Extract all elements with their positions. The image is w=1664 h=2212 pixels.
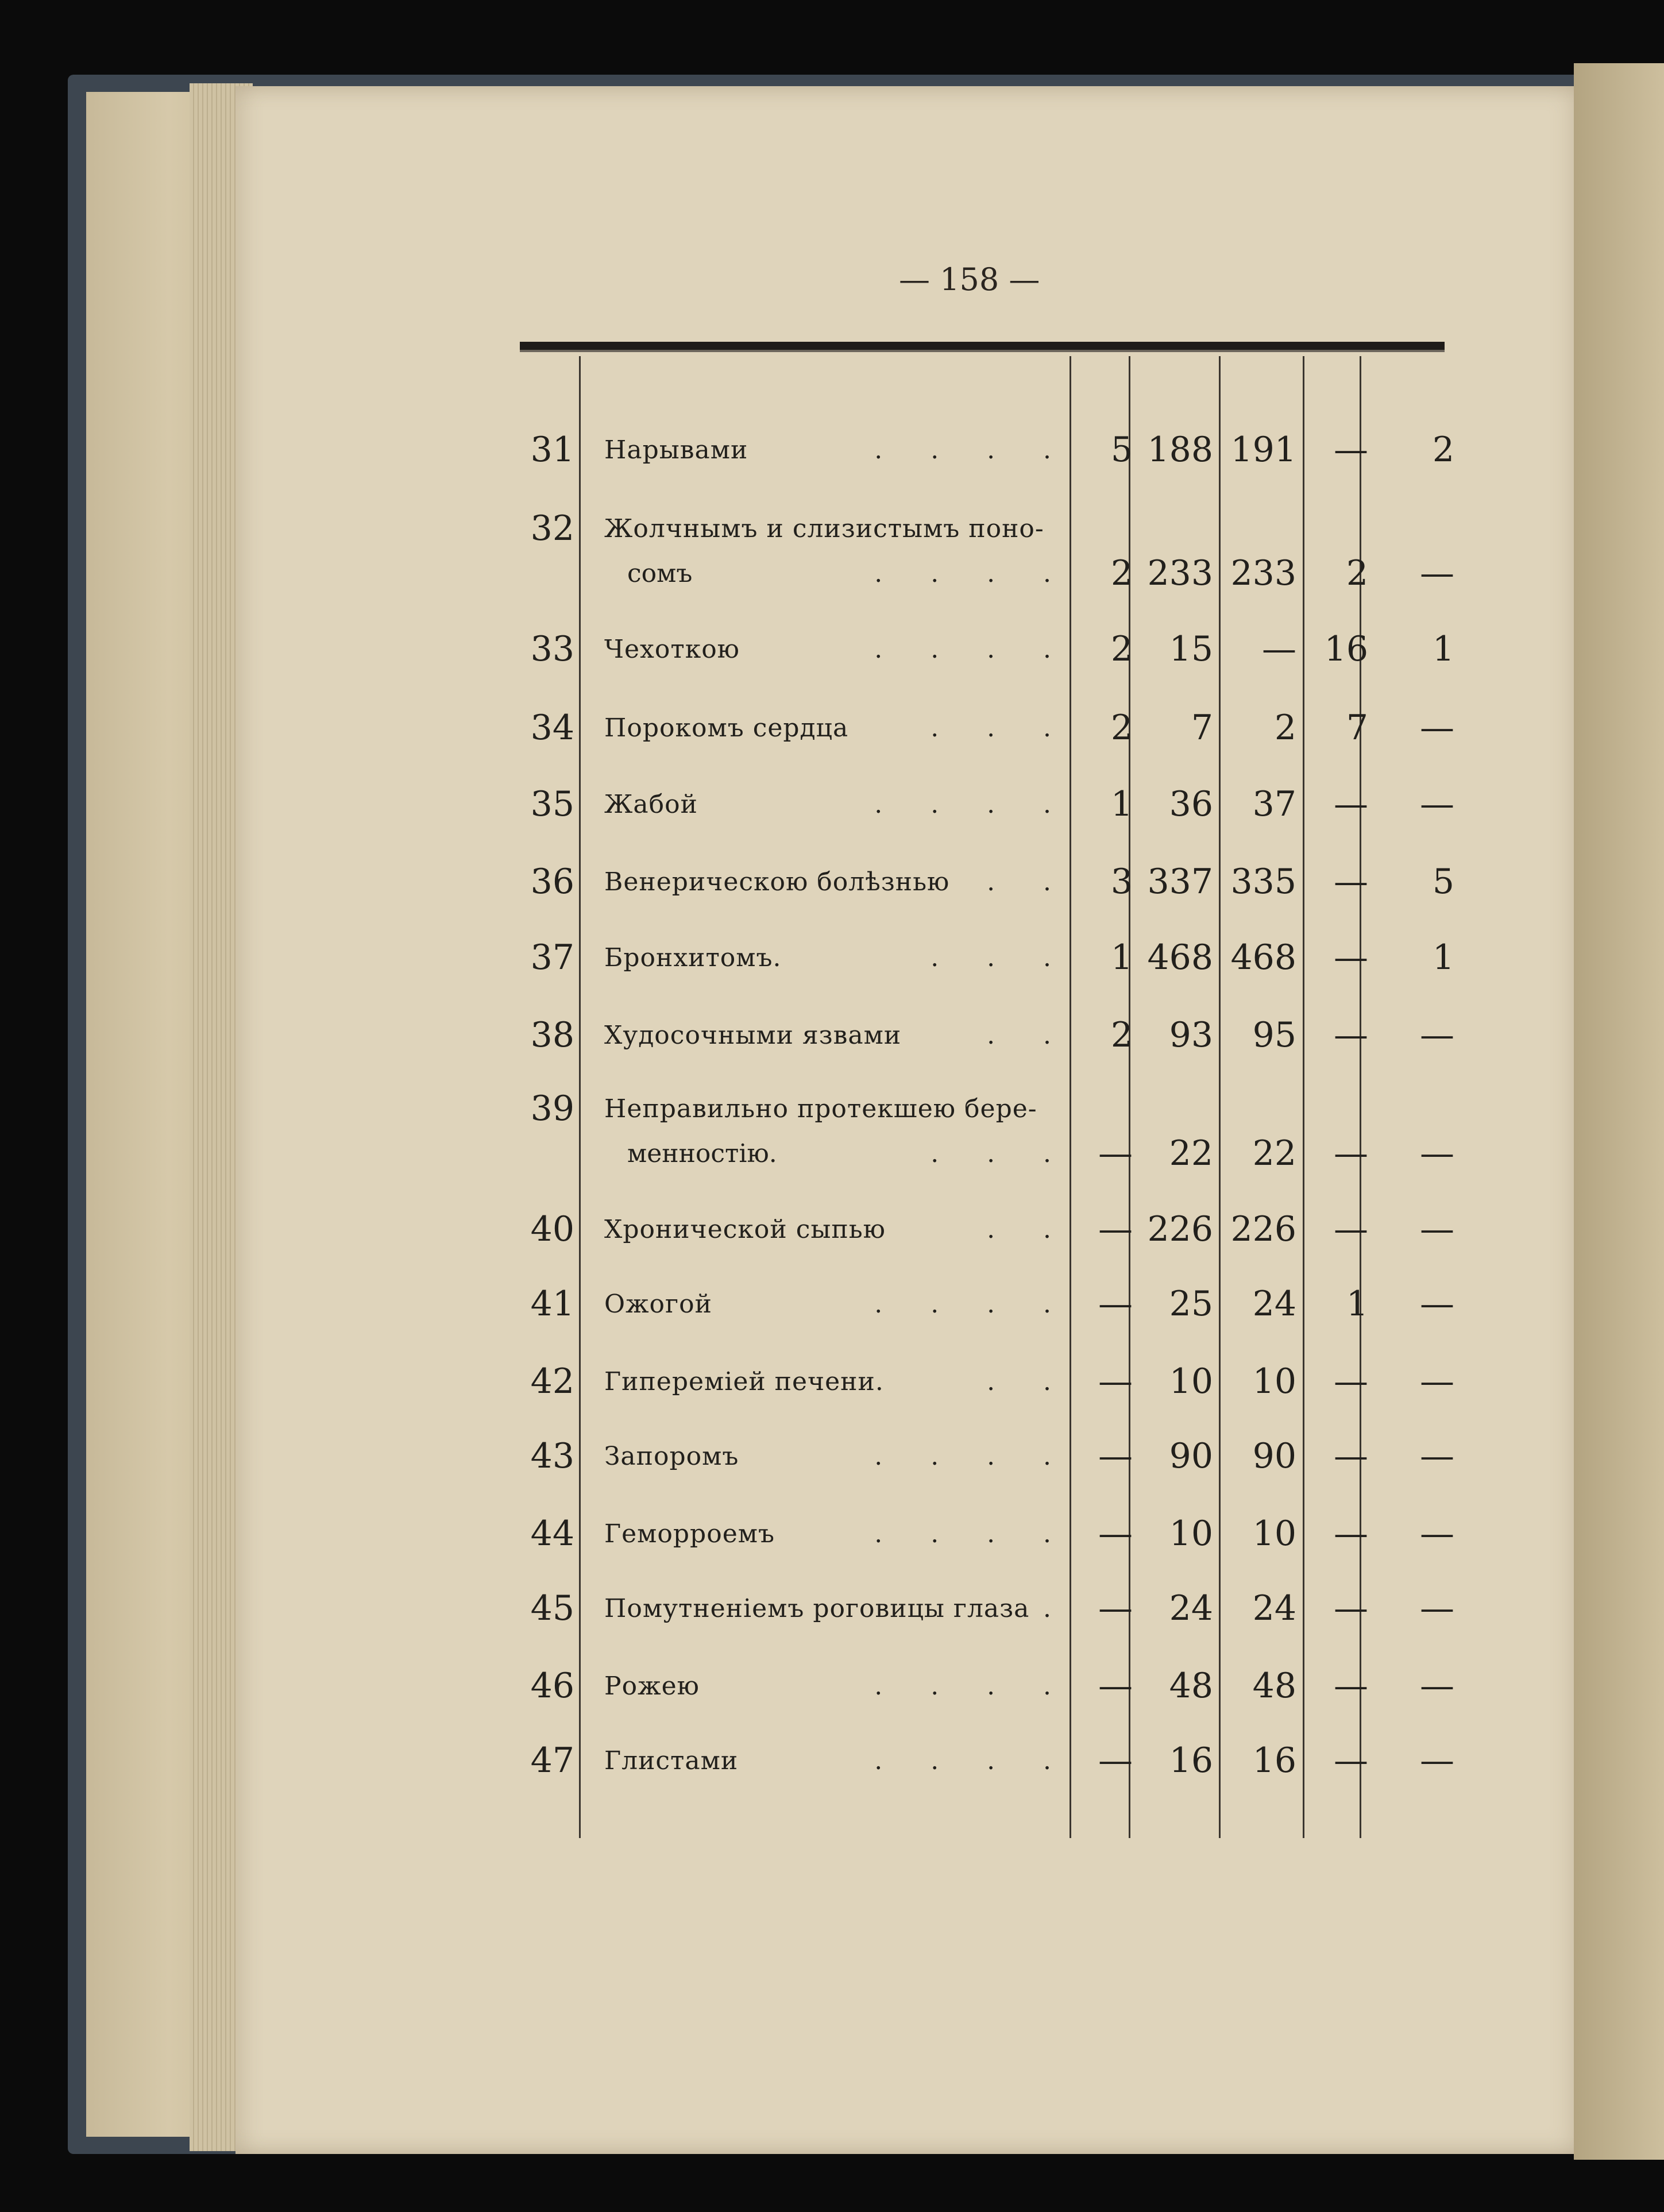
cell-col-3: 226: [1230, 1209, 1296, 1249]
row-label: Жабой: [604, 790, 698, 819]
row-label: Ожогой: [604, 1290, 712, 1319]
leader-dots: . . . .: [874, 1671, 1051, 1701]
cell-col-5: —: [1420, 1436, 1454, 1476]
row-label-continued: сомъ: [627, 559, 693, 588]
table-row: [0, 1284, 1664, 1353]
cell-col-3: 37: [1252, 784, 1296, 824]
cell-col-3: 10: [1252, 1514, 1296, 1554]
leader-dots: . . . .: [874, 790, 1051, 819]
cell-col-4: —: [1334, 1015, 1368, 1055]
cell-col-2: 337: [1147, 862, 1213, 902]
cell-col-2: 233: [1147, 553, 1213, 593]
header-rule: [520, 342, 1445, 352]
cell-col-2: 188: [1147, 430, 1213, 470]
cell-col-4: —: [1334, 1588, 1368, 1628]
cell-col-5: 1: [1432, 937, 1454, 978]
cell-col-5: —: [1420, 1666, 1454, 1706]
row-number: 40: [530, 1209, 574, 1249]
cell-col-1: —: [1098, 1133, 1133, 1173]
cell-col-3: 24: [1252, 1588, 1296, 1628]
cell-col-5: 2: [1432, 430, 1454, 470]
cell-col-5: —: [1420, 708, 1454, 748]
cell-col-1: 2: [1110, 629, 1133, 669]
cell-col-1: —: [1098, 1666, 1133, 1706]
cell-col-1: 2: [1110, 553, 1133, 593]
cell-col-1: 1: [1110, 937, 1133, 978]
row-number: 37: [530, 937, 574, 978]
cell-col-4: —: [1334, 862, 1368, 902]
cell-col-4: —: [1334, 430, 1368, 470]
cell-col-4: —: [1334, 1436, 1368, 1476]
cell-col-4: 1: [1346, 1284, 1368, 1324]
cell-col-1: 1: [1110, 784, 1133, 824]
table-row: [0, 508, 1664, 593]
cell-col-2: 468: [1147, 937, 1213, 978]
row-label: Нарывами: [604, 435, 748, 465]
cell-col-2: 10: [1169, 1361, 1213, 1402]
cell-col-3: 2: [1274, 708, 1296, 748]
cell-col-3: 335: [1230, 862, 1296, 902]
cell-col-1: —: [1098, 1284, 1133, 1324]
leader-dots: . . . .: [874, 435, 1051, 465]
table-row: [0, 862, 1664, 931]
cell-col-5: 5: [1432, 862, 1454, 902]
cell-col-3: 10: [1252, 1361, 1296, 1402]
row-number: 39: [530, 1088, 574, 1129]
table-row: [0, 1514, 1664, 1582]
table-row: [0, 1015, 1664, 1084]
cell-col-3: 233: [1230, 553, 1296, 593]
table-row: [0, 784, 1664, 853]
cell-col-4: 2: [1346, 553, 1368, 593]
cell-col-3: —: [1262, 629, 1296, 669]
cell-col-2: 10: [1169, 1514, 1213, 1554]
cell-col-5: —: [1420, 1209, 1454, 1249]
cell-col-1: —: [1098, 1209, 1133, 1249]
cell-col-2: 93: [1169, 1015, 1213, 1055]
row-number: 32: [530, 508, 574, 549]
cell-col-2: 36: [1169, 784, 1213, 824]
row-number: 38: [530, 1015, 574, 1055]
cell-col-1: 3: [1110, 862, 1133, 902]
row-label: Рожею: [604, 1671, 700, 1701]
cell-col-4: 16: [1324, 629, 1368, 669]
row-number: 35: [530, 784, 574, 824]
cell-col-2: 7: [1191, 708, 1213, 748]
row-number: 33: [530, 629, 574, 669]
row-label: Бронхитомъ.: [604, 943, 782, 972]
cell-col-5: —: [1420, 1740, 1454, 1781]
cell-col-1: —: [1098, 1514, 1133, 1554]
table-row: [0, 1740, 1664, 1809]
row-label: Порокомъ сердца: [604, 713, 849, 743]
row-number: 46: [530, 1666, 574, 1706]
table-row: [0, 1361, 1664, 1430]
cell-col-2: 90: [1169, 1436, 1213, 1476]
cell-col-4: —: [1334, 1666, 1368, 1706]
leader-dots: . . . .: [874, 1442, 1051, 1471]
cell-col-5: 1: [1432, 629, 1454, 669]
row-label: Венерическою болѣзнью: [604, 867, 950, 897]
table-row: [0, 1088, 1664, 1173]
row-number: 42: [530, 1361, 574, 1402]
row-label: Хронической сыпью: [604, 1215, 886, 1244]
row-number: 44: [530, 1514, 574, 1554]
cell-col-1: —: [1098, 1436, 1133, 1476]
leader-dots: . .: [987, 1021, 1051, 1050]
cell-col-2: 22: [1169, 1133, 1213, 1173]
cell-col-5: —: [1420, 1588, 1454, 1628]
cell-col-4: —: [1334, 1740, 1368, 1781]
table-row: [0, 430, 1664, 499]
leader-dots: . .: [987, 1367, 1051, 1396]
cell-col-5: —: [1420, 1361, 1454, 1402]
cell-col-1: —: [1098, 1588, 1133, 1628]
row-number: 34: [530, 708, 574, 748]
row-label: Худосочными язвами: [604, 1021, 902, 1050]
leader-dots: . . . .: [874, 1519, 1051, 1549]
cell-col-3: 95: [1252, 1015, 1296, 1055]
cell-col-3: 90: [1252, 1436, 1296, 1476]
cell-col-4: —: [1334, 1361, 1368, 1402]
cell-col-2: 48: [1169, 1666, 1213, 1706]
row-label: Запоромъ: [604, 1442, 739, 1471]
row-label: Гипереміей печени.: [604, 1367, 884, 1396]
row-number: 31: [530, 430, 574, 470]
cell-col-4: —: [1334, 1209, 1368, 1249]
table-row: [0, 1209, 1664, 1278]
leader-dots: . . .: [931, 713, 1051, 743]
leader-dots: . . . .: [874, 635, 1051, 664]
cell-col-5: —: [1420, 553, 1454, 593]
leader-dots: . . . .: [874, 559, 1051, 588]
cell-col-4: —: [1334, 937, 1368, 978]
cell-col-3: 468: [1230, 937, 1296, 978]
cell-col-5: —: [1420, 1284, 1454, 1324]
cell-col-4: —: [1334, 1514, 1368, 1554]
leader-dots: .: [1043, 1594, 1051, 1623]
cell-col-1: 2: [1110, 1015, 1133, 1055]
table-row: [0, 937, 1664, 1006]
row-number: 41: [530, 1284, 574, 1324]
cell-col-3: 16: [1252, 1740, 1296, 1781]
cell-col-2: 25: [1169, 1284, 1213, 1324]
row-number: 45: [530, 1588, 574, 1628]
row-label: Неправильно протекшею бере-: [604, 1094, 1037, 1124]
cell-col-5: —: [1420, 1514, 1454, 1554]
leader-dots: . .: [987, 1215, 1051, 1244]
cell-col-5: —: [1420, 784, 1454, 824]
cell-col-3: 191: [1230, 430, 1296, 470]
cell-col-3: 24: [1252, 1284, 1296, 1324]
cell-col-5: —: [1420, 1133, 1454, 1173]
leader-dots: . . .: [931, 1139, 1051, 1168]
table-row: [0, 1436, 1664, 1505]
row-label: Чехоткою: [604, 635, 740, 664]
table-row: [0, 708, 1664, 777]
row-number: 43: [530, 1436, 574, 1476]
cell-col-1: —: [1098, 1361, 1133, 1402]
row-number: 36: [530, 862, 574, 902]
leader-dots: . . .: [931, 943, 1051, 972]
row-label-continued: менностію.: [627, 1139, 777, 1168]
cell-col-1: 2: [1110, 708, 1133, 748]
page-number: — 158 —: [899, 261, 1040, 298]
cell-col-4: —: [1334, 784, 1368, 824]
row-label: Жолчнымъ и слизистымъ поно-: [604, 514, 1044, 543]
table-row: [0, 1588, 1664, 1657]
cell-col-2: 15: [1169, 629, 1213, 669]
cell-col-2: 16: [1169, 1740, 1213, 1781]
cell-col-1: 5: [1110, 430, 1133, 470]
cell-col-2: 226: [1147, 1209, 1213, 1249]
leader-dots: . .: [987, 867, 1051, 897]
cell-col-5: —: [1420, 1015, 1454, 1055]
cell-col-1: —: [1098, 1740, 1133, 1781]
cell-col-4: —: [1334, 1133, 1368, 1173]
cell-col-3: 22: [1252, 1133, 1296, 1173]
cell-col-3: 48: [1252, 1666, 1296, 1706]
leader-dots: . . . .: [874, 1290, 1051, 1319]
row-number: 47: [530, 1740, 574, 1781]
row-label: Геморроемъ: [604, 1519, 775, 1549]
leader-dots: . . . .: [874, 1746, 1051, 1775]
table-row: [0, 629, 1664, 698]
cell-col-2: 24: [1169, 1588, 1213, 1628]
row-label: Помутненіемъ роговицы глаза: [604, 1594, 1030, 1623]
row-label: Глистами: [604, 1746, 739, 1775]
table-row: [0, 1666, 1664, 1735]
cell-col-4: 7: [1346, 708, 1368, 748]
